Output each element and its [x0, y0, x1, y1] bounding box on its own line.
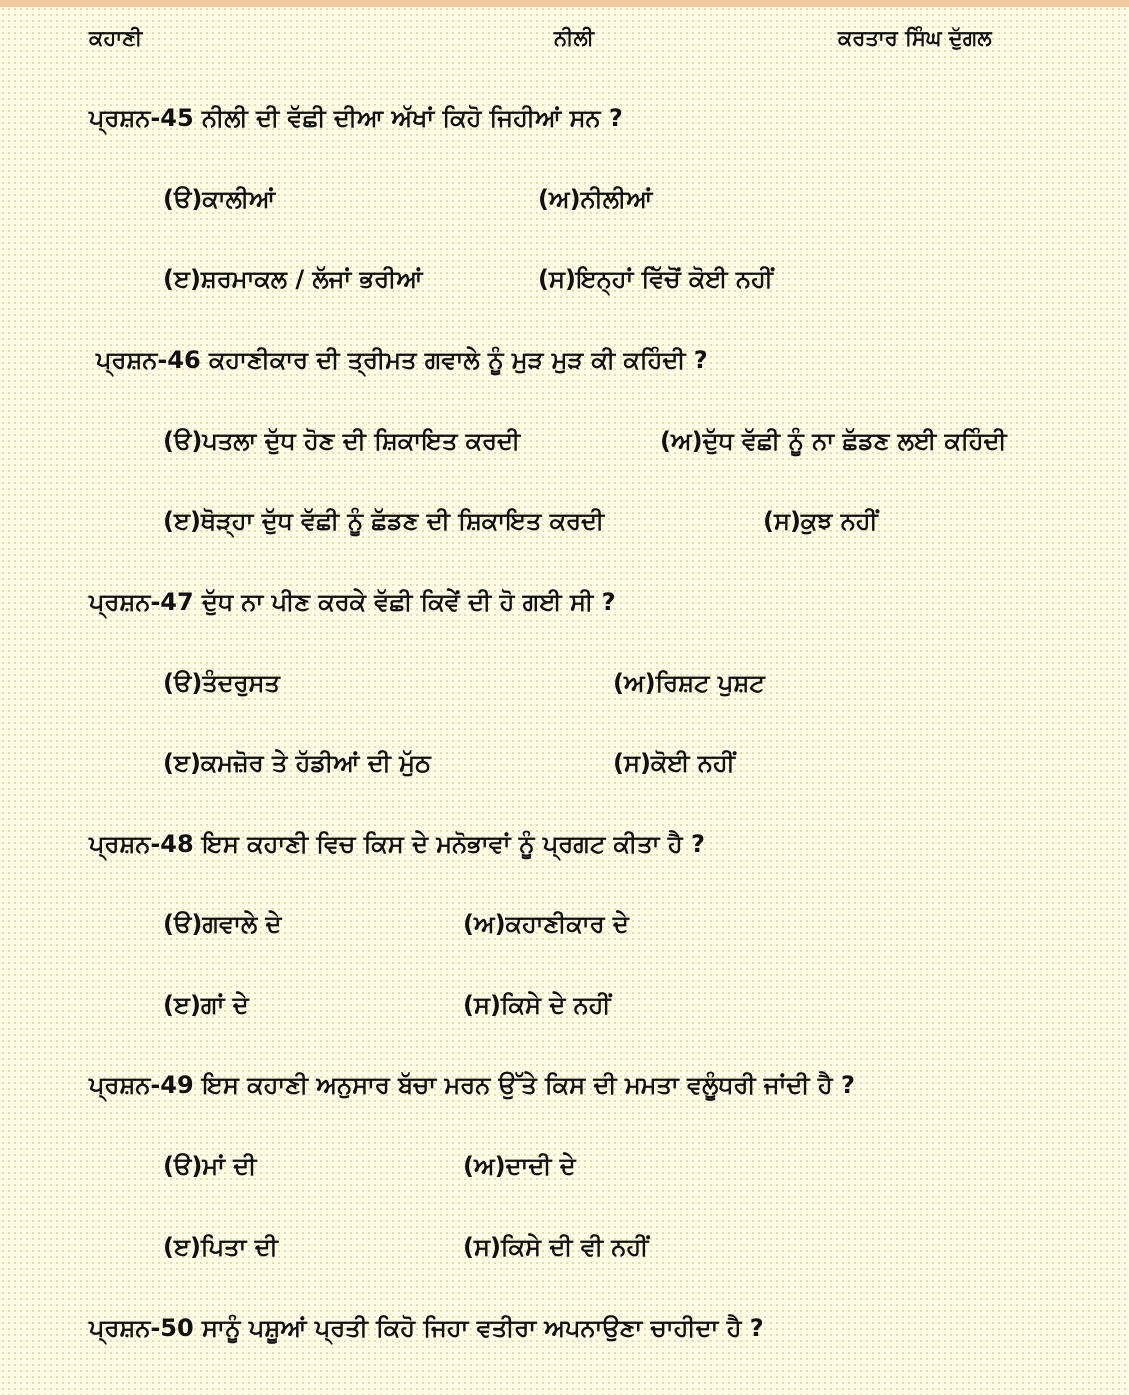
question-45-option-b: (ਅ)ਨੀਲੀਆਂ — [538, 185, 653, 213]
question-49: ਪ੍ਰਸ਼ਨ-49 ਇਸ ਕਹਾਣੀ ਅਨੁਸਾਰ ਬੱਚਾ ਮਰਨ ਉੱਤੇ ਕਿਸ ਦੀ ਮਮਤਾ ਵਲੂੰਧਰੀ ਜਾਂਦੀ ਹੈ ? — [89, 1071, 855, 1099]
question-50: ਪ੍ਰਸ਼ਨ-50 ਸਾਨੂੰ ਪਸ਼ੂਆਂ ਪ੍ਰਤੀ ਕਿਹੋ ਜਿਹਾ ਵਤੀਰਾ ਅਪਨਾਉਣਾ ਚਾਹੀਦਾ ਹੈ ? — [89, 1314, 764, 1342]
question-46-option-b: (ਅ)ਦੁੱਧ ਵੱਛੀ ਨੂੰ ਨਾ ਛੱਡਣ ਲਈ ਕਹਿੰਦੀ — [660, 427, 1007, 455]
question-48-option-d: (ਸ)ਕਿਸੇ ਦੇ ਨਹੀਂ — [463, 991, 611, 1019]
question-47: ਪ੍ਰਸ਼ਨ-47 ਦੁੱਧ ਨਾ ਪੀਣ ਕਰਕੇ ਵੱਛੀ ਕਿਵੇਂ ਦੀ ਹੋ ਗਈ ਸੀ ? — [89, 588, 616, 616]
question-45: ਪ੍ਰਸ਼ਨ-45 ਨੀਲੀ ਦੀ ਵੱਛੀ ਦੀਆ ਅੱਖਾਂ ਕਿਹੋ ਜਿਹੀਆਂ ਸਨ ? — [89, 104, 623, 132]
question-48-option-b: (ਅ)ਕਹਾਣੀਕਾਰ ਦੇ — [463, 910, 629, 938]
question-47-option-a: (ੳ)ਤੰਦਰੁਸਤ — [163, 669, 280, 697]
question-45-option-a: (ੳ)ਕਾਲੀਆਂ — [163, 185, 276, 213]
question-47-option-d: (ਸ)ਕੋਈ ਨਹੀਂ — [613, 749, 735, 777]
question-46-option-d: (ਸ)ਕੁਝ ਨਹੀਂ — [763, 507, 878, 535]
header-genre: ਕਹਾਣੀ — [89, 26, 143, 50]
question-46-option-a: (ੳ)ਪਤਲਾ ਦੁੱਧ ਹੋਣ ਦੀ ਸ਼ਿਕਾਇਤ ਕਰਦੀ — [163, 427, 521, 455]
question-47-option-b: (ਅ)ਰਿਸ਼ਟ ਪੁਸ਼ਟ — [613, 669, 765, 697]
question-45-option-c: (ੲ)ਸ਼ਰਮਾਕਲ / ਲੱਜਾਂ ਭਰੀਆਂ — [163, 265, 423, 293]
question-45-option-d: (ਸ)ਇਨ੍ਹਾਂ ਵਿੱਚੋਂ ਕੋਈ ਨਹੀਂ — [538, 265, 773, 293]
question-49-option-a: (ੳ)ਮਾਂ ਦੀ — [163, 1152, 257, 1180]
question-49-option-c: (ੲ)ਪਿਤਾ ਦੀ — [163, 1233, 278, 1261]
question-48: ਪ੍ਰਸ਼ਨ-48 ਇਸ ਕਹਾਣੀ ਵਿਚ ਕਿਸ ਦੇ ਮਨੋਭਾਵਾਂ ਨੂੰ ਪ੍ਰਗਟ ਕੀਤਾ ਹੈ ? — [89, 830, 705, 858]
question-47-option-c: (ੲ)ਕਮਜ਼ੋਰ ਤੇ ਹੱਡੀਆਂ ਦੀ ਮੁੱਠ — [163, 749, 431, 777]
question-48-option-a: (ੳ)ਗਵਾਲੇ ਦੇ — [163, 910, 282, 938]
question-49-option-d: (ਸ)ਕਿਸੇ ਦੀ ਵੀ ਨਹੀਂ — [463, 1233, 649, 1261]
header-author: ਕਰਤਾਰ ਸਿੰਘ ਦੁੱਗਲ — [838, 26, 992, 50]
question-48-option-c: (ੲ)ਗਾਂ ਦੇ — [163, 991, 249, 1019]
question-46: ਪ੍ਰਸ਼ਨ-46 ਕਹਾਣੀਕਾਰ ਦੀ ਤ੍ਰੀਮਤ ਗਵਾਲੇ ਨੂੰ ਮੁੜ ਮੁੜ ਕੀ ਕਹਿੰਦੀ ? — [96, 346, 708, 374]
question-46-option-c: (ੲ)ਥੋੜ੍ਹਾ ਦੁੱਧ ਵੱਛੀ ਨੂੰ ਛੱਡਣ ਦੀ ਸ਼ਿਕਾਇਤ ਕਰਦੀ — [163, 507, 605, 535]
question-49-option-b: (ਅ)ਦਾਦੀ ਦੇ — [463, 1152, 576, 1180]
header-title: ਨੀਲੀ — [554, 26, 594, 50]
